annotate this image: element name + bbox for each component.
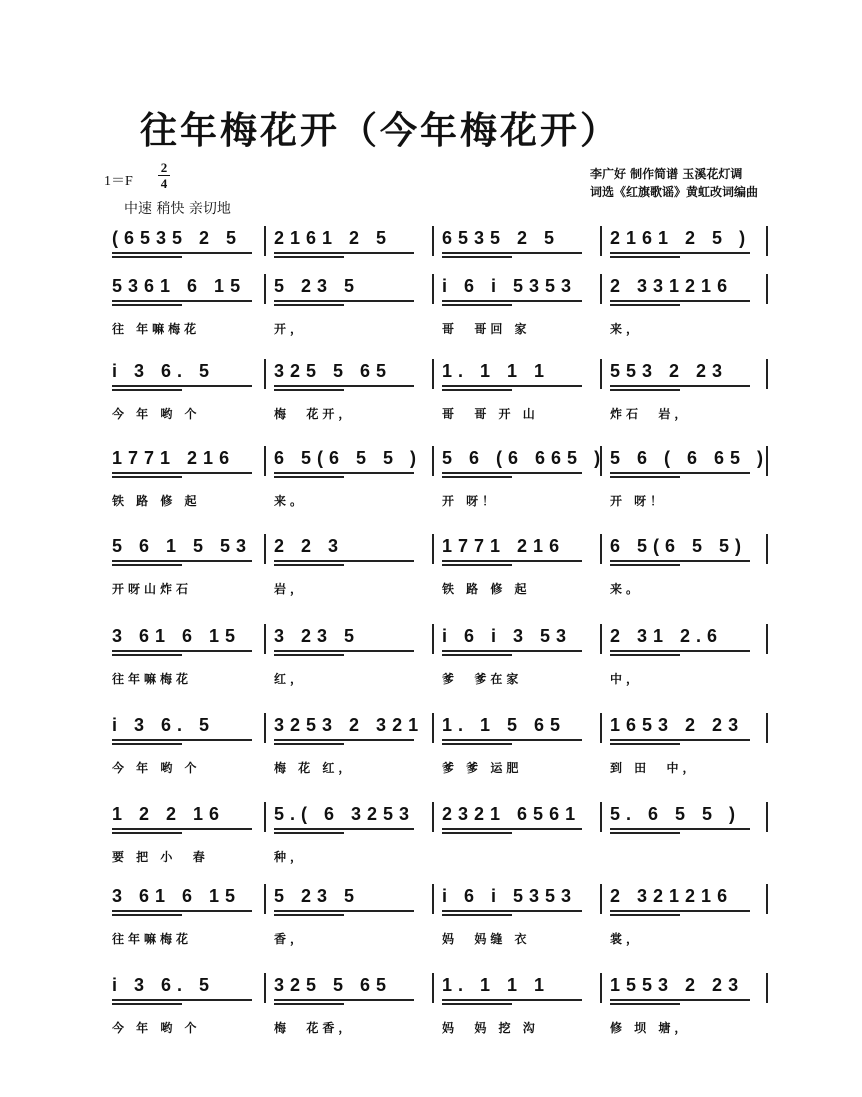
beam-underline — [610, 252, 750, 254]
measure-notes: 2 321216 — [610, 886, 734, 906]
measure — [112, 528, 262, 608]
measure-notes: 5 6 ( 6 65 ) — [610, 448, 770, 468]
measure — [442, 878, 592, 958]
measure-notes: 5.( 6 3253 — [274, 804, 416, 824]
measure — [112, 707, 262, 787]
beam-underline — [274, 252, 414, 254]
barline — [600, 713, 602, 743]
lyrics: 往年嘛梅花 — [112, 932, 193, 946]
barline — [766, 884, 768, 914]
barline — [432, 446, 434, 476]
barline — [766, 534, 768, 564]
measure-notes: 325 5 65 — [274, 975, 393, 995]
measure-notes: 2161 2 5 — [274, 228, 393, 248]
barline — [766, 274, 768, 304]
credits — [590, 165, 758, 201]
score-row — [106, 618, 766, 698]
measure-notes: 2 31 2.6 — [610, 626, 724, 646]
lyrics: 开呀山炸石 — [112, 582, 193, 596]
score-row — [106, 796, 766, 876]
beam-underline-double — [610, 1003, 680, 1005]
lyrics: 铁 路 修 起 — [442, 582, 531, 596]
measure — [274, 353, 424, 433]
score-row — [106, 268, 766, 348]
beam-underline-double — [112, 743, 182, 745]
beam-underline-double — [274, 832, 344, 834]
lyrics: 梅 花香， — [274, 1021, 355, 1035]
barline — [600, 359, 602, 389]
beam-underline-double — [442, 304, 512, 306]
measure — [442, 618, 592, 698]
measure — [610, 796, 760, 876]
beam-underline-double — [274, 304, 344, 306]
beam-underline-double — [274, 914, 344, 916]
barline — [432, 624, 434, 654]
lyrics: 来。 — [610, 582, 643, 596]
beam-underline-double — [112, 1003, 182, 1005]
time-signature — [158, 160, 170, 191]
beam-underline-double — [442, 1003, 512, 1005]
measure-notes: 2321 6561 — [442, 804, 582, 824]
credits-line2: 词选《红旗歌谣》黄虹改词编曲 — [589, 185, 758, 199]
beam-underline — [112, 999, 252, 1001]
barline — [264, 359, 266, 389]
beam-underline — [112, 650, 252, 652]
barline — [264, 446, 266, 476]
lyrics: 爹 爹在家 — [442, 672, 523, 686]
lyrics: 哥 哥 开 山 — [442, 407, 539, 421]
lyrics: 爹 爹 运肥 — [442, 761, 523, 775]
beam-underline — [442, 472, 582, 474]
beam-underline-double — [112, 389, 182, 391]
beam-underline — [274, 828, 414, 830]
beam-underline-double — [274, 564, 344, 566]
beam-underline — [112, 300, 252, 302]
lyrics: 往 年嘛梅花 — [112, 322, 201, 336]
measure-notes: 1. 1 1 1 — [442, 975, 551, 995]
beam-underline — [274, 650, 414, 652]
beam-underline-double — [442, 832, 512, 834]
beam-underline — [112, 739, 252, 741]
barline — [432, 802, 434, 832]
measure-notes: 553 2 23 — [610, 361, 729, 381]
barline — [766, 624, 768, 654]
beam-underline-double — [112, 832, 182, 834]
measure — [112, 618, 262, 698]
measure-notes: 1. 1 5 65 — [442, 715, 567, 735]
beam-underline-double — [610, 256, 680, 258]
beam-underline-double — [442, 256, 512, 258]
lyrics: 今 年 哟 个 — [112, 407, 201, 421]
beam-underline-double — [442, 476, 512, 478]
beam-underline-double — [442, 914, 512, 916]
beam-underline-double — [274, 256, 344, 258]
beam-underline — [442, 828, 582, 830]
lyrics: 来， — [610, 322, 643, 336]
score-row — [106, 528, 766, 608]
beam-underline-double — [610, 564, 680, 566]
beam-underline-double — [610, 914, 680, 916]
measure — [274, 707, 424, 787]
beam-underline-double — [610, 389, 680, 391]
measure — [610, 353, 760, 433]
barline — [264, 534, 266, 564]
measure-notes: 5. 6 5 5 ) — [610, 804, 742, 824]
beam-underline — [112, 385, 252, 387]
barline — [264, 973, 266, 1003]
barline — [264, 226, 266, 256]
barline — [600, 802, 602, 832]
barline — [600, 884, 602, 914]
measure — [274, 796, 424, 876]
barline — [600, 973, 602, 1003]
barline — [264, 884, 266, 914]
beam-underline — [442, 650, 582, 652]
beam-underline-double — [610, 304, 680, 306]
barline — [432, 713, 434, 743]
beam-underline — [442, 999, 582, 1001]
barline — [264, 624, 266, 654]
barline — [766, 802, 768, 832]
lyrics: 妈 妈缝 衣 — [442, 932, 531, 946]
measure-notes: i 3 6. 5 — [112, 361, 216, 381]
song-title: 往年梅花开（今年梅花开） — [140, 109, 620, 152]
measure-notes: 2 331216 — [610, 276, 734, 296]
beam-underline — [112, 472, 252, 474]
time-numerator: 2 — [160, 160, 168, 175]
lyrics: 开 呀！ — [610, 494, 667, 508]
lyrics: 往年嘛梅花 — [112, 672, 193, 686]
measure — [610, 967, 760, 1047]
lyrics: 修 坝 塘， — [610, 1021, 691, 1035]
measure — [112, 878, 262, 958]
lyrics: 裳， — [610, 932, 643, 946]
beam-underline-double — [112, 564, 182, 566]
beam-underline-double — [442, 564, 512, 566]
barline — [264, 274, 266, 304]
score-row — [106, 967, 766, 1047]
measure — [274, 528, 424, 608]
beam-underline — [274, 300, 414, 302]
beam-underline — [442, 739, 582, 741]
beam-underline — [610, 910, 750, 912]
measure-notes: i 6 i 5353 — [442, 276, 578, 296]
lyrics: 哥 哥回 家 — [442, 322, 531, 336]
key-signature: 1＝F — [104, 174, 133, 189]
measure — [610, 528, 760, 608]
beam-underline-double — [442, 389, 512, 391]
measure-notes: 6 5(6 5 5) — [610, 536, 748, 556]
measure-notes: i 6 i 3 53 — [442, 626, 573, 646]
lyrics: 妈 妈 挖 沟 — [442, 1021, 539, 1035]
beam-underline — [610, 560, 750, 562]
measure-notes: i 3 6. 5 — [112, 975, 216, 995]
measure-notes: 1 2 2 16 — [112, 804, 226, 824]
beam-underline — [274, 739, 414, 741]
lyrics: 开 呀！ — [442, 494, 499, 508]
barline — [766, 359, 768, 389]
beam-underline — [610, 300, 750, 302]
barline — [264, 802, 266, 832]
beam-underline — [610, 385, 750, 387]
beam-underline-double — [112, 476, 182, 478]
lyrics: 今 年 哟 个 — [112, 1021, 201, 1035]
barline — [600, 226, 602, 256]
measure — [610, 440, 770, 520]
lyrics: 中， — [610, 672, 643, 686]
beam-underline — [442, 385, 582, 387]
measure — [442, 528, 592, 608]
beam-underline-double — [112, 914, 182, 916]
beam-underline — [112, 910, 252, 912]
lyrics: 红， — [274, 672, 307, 686]
measure — [442, 268, 592, 348]
barline — [766, 713, 768, 743]
beam-underline — [442, 300, 582, 302]
beam-underline — [610, 828, 750, 830]
measure — [610, 878, 760, 958]
score-row — [106, 878, 766, 958]
measure-notes: 5361 6 15 — [112, 276, 247, 296]
measure-notes: 1771 216 — [442, 536, 566, 556]
measure-notes: 6 5(6 5 5 ) — [274, 448, 423, 468]
measure-notes: 1653 2 23 — [610, 715, 745, 735]
beam-underline — [610, 650, 750, 652]
barline — [432, 226, 434, 256]
barline — [600, 274, 602, 304]
beam-underline — [112, 828, 252, 830]
lyrics: 铁 路 修 起 — [112, 494, 201, 508]
beam-underline — [610, 999, 750, 1001]
barline — [600, 534, 602, 564]
beam-underline — [274, 999, 414, 1001]
barline — [432, 359, 434, 389]
beam-underline-double — [112, 256, 182, 258]
beam-underline — [610, 472, 750, 474]
beam-underline-double — [610, 832, 680, 834]
measure — [274, 268, 424, 348]
beam-underline — [112, 252, 252, 254]
beam-underline-double — [610, 654, 680, 656]
lyrics: 香， — [274, 932, 307, 946]
barline — [432, 973, 434, 1003]
beam-underline-double — [442, 743, 512, 745]
barline — [600, 624, 602, 654]
measure — [610, 707, 760, 787]
lyrics: 今 年 哟 个 — [112, 761, 201, 775]
measure-notes: 1. 1 1 1 — [442, 361, 551, 381]
measure — [442, 353, 592, 433]
beam-underline — [442, 252, 582, 254]
measure-notes: 5 6 (6 665 ) — [442, 448, 607, 468]
measure — [442, 967, 592, 1047]
lyrics: 来。 — [274, 494, 307, 508]
beam-underline-double — [274, 389, 344, 391]
barline — [432, 534, 434, 564]
measure-notes: 3 23 5 — [274, 626, 361, 646]
measure-notes: 5 23 5 — [274, 276, 361, 296]
lyrics: 要 把 小 春 — [112, 850, 209, 864]
beam-underline — [274, 560, 414, 562]
barline — [264, 713, 266, 743]
beam-underline — [442, 910, 582, 912]
lyrics: 梅 花开， — [274, 407, 355, 421]
score-row — [106, 353, 766, 433]
lyrics: 种， — [274, 850, 307, 864]
measure — [274, 618, 424, 698]
measure-notes: 5 6 1 5 53 — [112, 536, 253, 556]
beam-underline-double — [610, 476, 680, 478]
measure — [112, 796, 262, 876]
measure-notes: 1771 216 — [112, 448, 236, 468]
beam-underline-double — [274, 654, 344, 656]
measure-notes: 5 23 5 — [274, 886, 361, 906]
measure-notes: 1553 2 23 — [610, 975, 745, 995]
credits-line1: 李广好 制作简谱 玉溪花灯调 — [589, 167, 743, 181]
beam-underline — [274, 385, 414, 387]
beam-underline-double — [610, 743, 680, 745]
measure-notes: i 3 6. 5 — [112, 715, 216, 735]
lyrics: 开， — [274, 322, 307, 336]
beam-underline — [274, 472, 414, 474]
lyrics: 炸石 岩， — [610, 407, 691, 421]
lyrics: 岩， — [274, 582, 307, 596]
measure-notes: 6535 2 5 — [442, 228, 561, 248]
beam-underline-double — [112, 304, 182, 306]
time-denominator: 4 — [160, 176, 168, 191]
measure — [442, 440, 607, 520]
measure-notes: 3 61 6 15 — [112, 626, 242, 646]
measure — [112, 353, 262, 433]
measure — [610, 618, 760, 698]
measure — [610, 268, 760, 348]
beam-underline-double — [274, 1003, 344, 1005]
beam-underline — [442, 560, 582, 562]
barline — [766, 973, 768, 1003]
measure-notes: (6535 2 5 — [112, 228, 243, 248]
measure — [442, 707, 592, 787]
measure-notes: i 6 i 5353 — [442, 886, 578, 906]
lyrics: 到 田 中， — [610, 761, 699, 775]
measure-notes: 3253 2 321 — [274, 715, 425, 735]
measure-notes: 2 2 3 — [274, 536, 345, 556]
measure — [274, 440, 424, 520]
measure — [274, 878, 424, 958]
lyrics: 梅 花 红， — [274, 761, 355, 775]
barline — [432, 274, 434, 304]
barline — [766, 226, 768, 256]
beam-underline-double — [274, 476, 344, 478]
measure — [274, 967, 424, 1047]
measure — [112, 967, 262, 1047]
score-row — [106, 707, 766, 787]
score-row — [106, 440, 770, 520]
beam-underline-double — [112, 654, 182, 656]
beam-underline — [274, 910, 414, 912]
measure — [112, 440, 262, 520]
beam-underline-double — [274, 743, 344, 745]
measure-notes: 2161 2 5 ) — [610, 228, 752, 248]
barline — [432, 884, 434, 914]
tempo-marking: 中速 稍快 亲切地 — [124, 201, 231, 217]
measure — [112, 268, 262, 348]
beam-underline — [112, 560, 252, 562]
measure-notes: 325 5 65 — [274, 361, 393, 381]
measure-notes: 3 61 6 15 — [112, 886, 242, 906]
beam-underline-double — [442, 654, 512, 656]
measure — [442, 796, 592, 876]
beam-underline — [610, 739, 750, 741]
